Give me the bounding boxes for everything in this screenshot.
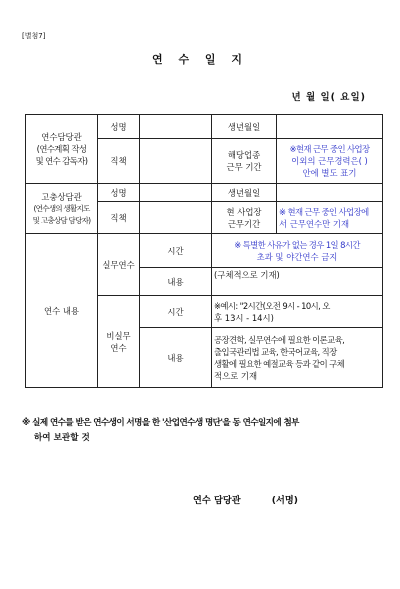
industry-period-note: ※현재 근무 중인 사업장 이외의 근무경력은( ) 안에 별도 표기 (277, 139, 383, 184)
practical-time-note: ※ 특별한 사유가 없는 경우 1일 8시간 초과 및 야간연수 금지 (212, 234, 383, 268)
signature-label: 연수 담당관 (193, 495, 241, 506)
page-title: 연 수 일 지 (152, 53, 248, 66)
trainer-birth-field[interactable] (277, 115, 383, 139)
nonpractical-content-label: 내용 (140, 328, 212, 388)
attachment-note: ※ 실제 연수를 받은 연수생이 서명을 한 '산업연수생 명단'을 동 연수일지에 첨부 하여 보관할 것 (22, 418, 299, 443)
current-period-label: 현 사업장 근무기간 (212, 202, 277, 234)
trainer-birth-label: 생년월일 (212, 115, 277, 139)
date-line: 년 월 일( 요일) (291, 92, 366, 103)
signature-field[interactable]: (서명) (271, 495, 298, 506)
industry-period-label: 해당업종 근무 기간 (212, 139, 277, 184)
trainer-position-field[interactable] (140, 139, 212, 184)
trainer-name-field[interactable] (140, 115, 212, 139)
nonpractical-training-label: 비실무 연수 (98, 296, 140, 388)
counselor-name-field[interactable] (140, 184, 212, 202)
training-content-label: 연수 내용 (26, 234, 98, 388)
practical-training-label: 실무연수 (98, 234, 140, 296)
counselor-position-field[interactable] (140, 202, 212, 234)
counselor-birth-label: 생년월일 (212, 184, 277, 202)
practical-time-label: 시간 (140, 234, 212, 268)
counselor-position-label: 직책 (98, 202, 140, 234)
trainer-label: 연수담당관 (연수계획 작성 및 연수 감독자) (26, 115, 98, 184)
training-log-table (25, 114, 383, 388)
counselor-name-label: 성명 (98, 184, 140, 202)
practical-content-label: 내용 (140, 268, 212, 296)
nonpractical-time-label: 시간 (140, 296, 212, 328)
nonpractical-time-note: ※예시: "2시간(오전 9시 - 10시, 오 후 13시 - 14시) (212, 296, 383, 328)
signature-line (193, 492, 298, 506)
counselor-birth-field[interactable] (277, 184, 383, 202)
current-period-note: ※ 현재 근무 중인 사업장에 서 근무연수만 기재 (277, 202, 383, 234)
nonpractical-content-note: 공장견학, 실무연수에 필요한 이론교육, 출입국관리법 교육, 한국어교육, 직장 생활에 필요한 예절교육 등과 같이 구체 적으로 기재 (212, 328, 383, 388)
counselor-label: 고충상담관 (연수생의 생활지도 및 고충상담 담당자) (26, 184, 98, 234)
trainer-name-label: 성명 (98, 115, 140, 139)
trainer-position-label: 직책 (98, 139, 140, 184)
practical-content-note: (구체적으로 기재) (212, 268, 383, 296)
attachment-label: [별첨7] (22, 32, 46, 40)
